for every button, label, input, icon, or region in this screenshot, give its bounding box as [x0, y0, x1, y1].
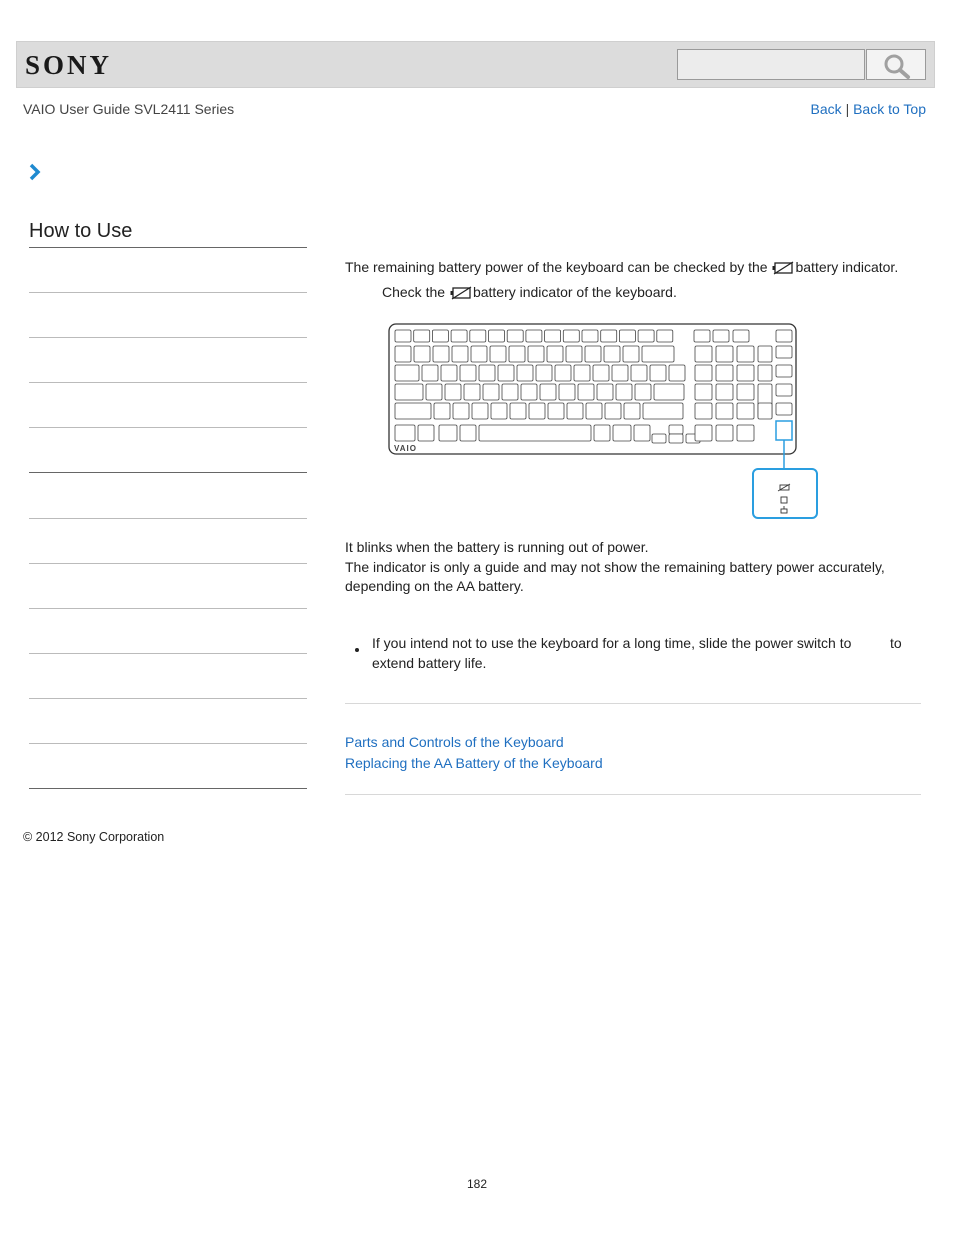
sidebar-divider	[29, 337, 307, 338]
keyboard-key	[758, 365, 772, 381]
keyboard-key	[601, 330, 617, 342]
keyboard-key	[521, 384, 537, 400]
sidebar-divider	[29, 292, 307, 293]
keyboard-key	[612, 365, 628, 381]
keyboard-key	[669, 434, 683, 443]
keyboard-key	[695, 346, 712, 362]
keyboard-key	[395, 365, 419, 381]
keyboard-key	[452, 346, 468, 362]
keyboard-key	[536, 365, 552, 381]
keyboard-key	[635, 384, 651, 400]
keyboard-key	[716, 365, 733, 381]
keyboard-key	[582, 330, 598, 342]
keyboard-key	[650, 365, 666, 381]
keyboard-key	[395, 384, 423, 400]
keyboard-key	[548, 403, 564, 419]
keyboard-key	[652, 434, 666, 443]
keyboard-key	[638, 330, 654, 342]
guide-title: VAIO User Guide SVL2411 Series	[23, 101, 235, 117]
keyboard-key	[526, 330, 542, 342]
keyboard-key	[563, 330, 579, 342]
keyboard-key	[733, 330, 749, 342]
keyboard-key	[578, 384, 594, 400]
sony-logo[interactable]: SONY	[25, 50, 113, 80]
sidebar-divider	[29, 563, 307, 564]
note-line: depending on the AA battery.	[345, 578, 524, 594]
tip-line: If you intend not to use the keyboard for a long time, slide the power switch to to	[372, 635, 902, 651]
keyboard-key	[395, 330, 411, 342]
keyboard-key	[489, 330, 505, 342]
keyboard-key	[439, 425, 457, 441]
bullet-dot	[355, 648, 359, 652]
magnifier-icon	[882, 53, 912, 79]
keyboard-key	[695, 403, 712, 419]
keyboard-key	[737, 425, 754, 441]
keyboard-key	[657, 330, 673, 342]
chevron-right-icon[interactable]	[28, 163, 42, 181]
sidebar-divider	[29, 743, 307, 744]
keyboard-key	[395, 346, 411, 362]
search-button[interactable]	[866, 49, 926, 80]
keyboard-key	[695, 365, 712, 381]
note-line: The indicator is only a guide and may not show the remaining battery power accurately,	[345, 559, 885, 575]
keyboard-key	[776, 365, 792, 377]
keyboard-key	[547, 346, 563, 362]
keyboard-key	[758, 346, 772, 362]
keyboard-key	[414, 330, 430, 342]
keyboard-key	[483, 384, 499, 400]
keyboard-key	[566, 346, 582, 362]
keyboard-key	[433, 346, 449, 362]
keyboard-key	[460, 425, 476, 441]
keyboard-key	[593, 365, 609, 381]
keyboard-key	[695, 425, 712, 441]
page-number: 182	[466, 1177, 488, 1191]
keyboard-key	[471, 346, 487, 362]
keyboard-key	[470, 330, 486, 342]
keyboard-key	[776, 346, 792, 358]
keyboard-key	[716, 425, 733, 441]
keyboard-key	[517, 365, 533, 381]
keyboard-key	[422, 365, 438, 381]
keyboard-key	[434, 403, 450, 419]
keyboard-key	[545, 330, 561, 342]
tip-line: extend battery life.	[372, 655, 487, 671]
keyboard-key	[502, 384, 518, 400]
battery-indicator-icon	[772, 261, 794, 275]
keyboard-key	[776, 403, 792, 415]
keyboard-key	[574, 365, 590, 381]
note-line: It blinks when the battery is running out of power.	[345, 539, 649, 555]
keyboard-key	[716, 384, 733, 400]
search-input[interactable]	[677, 49, 865, 80]
nav-links	[811, 101, 926, 117]
sidebar-divider	[29, 247, 307, 248]
svg-text:VAIO: VAIO	[394, 444, 417, 453]
keyboard-key	[669, 425, 683, 434]
related-link-replacing-battery[interactable]: Replacing the AA Battery of the Keyboard	[345, 755, 603, 771]
keyboard-key	[737, 346, 754, 362]
keyboard-key	[418, 425, 434, 441]
sidebar-divider	[29, 518, 307, 519]
keyboard-key	[737, 365, 754, 381]
battery-indicator-icon	[450, 286, 472, 300]
copyright: © 2012 Sony Corporation	[23, 830, 165, 844]
sub-navigation	[23, 101, 926, 121]
sidebar-divider	[29, 608, 307, 609]
keyboard-key	[716, 346, 733, 362]
keyboard-key	[498, 365, 514, 381]
sidebar-divider	[29, 788, 307, 789]
keyboard-key	[426, 384, 442, 400]
keyboard-key	[441, 365, 457, 381]
vaio-logo	[394, 444, 417, 453]
sidebar-divider	[29, 382, 307, 383]
keyboard-key	[619, 330, 635, 342]
keyboard-key	[585, 346, 601, 362]
keyboard-key	[509, 346, 525, 362]
keyboard-key	[613, 425, 631, 441]
keyboard-key	[631, 365, 647, 381]
keyboard-key	[597, 384, 613, 400]
keyboard-key	[453, 403, 469, 419]
keyboard-key	[472, 403, 488, 419]
keyboard-key	[643, 403, 683, 419]
keyboard-key	[414, 346, 430, 362]
keyboard-key	[737, 384, 754, 400]
keyboard-key	[510, 403, 526, 419]
keyboard-key	[604, 346, 620, 362]
keyboard-key	[479, 365, 495, 381]
keyboard-key	[776, 330, 792, 342]
keyboard-key	[432, 330, 448, 342]
keyboard-key	[555, 365, 571, 381]
keyboard-key	[586, 403, 602, 419]
header-bar	[16, 41, 935, 88]
keyboard-key	[559, 384, 575, 400]
section-divider	[345, 794, 921, 795]
keyboard-key	[528, 346, 544, 362]
section-divider	[345, 703, 921, 704]
keyboard-key	[642, 346, 674, 362]
keyboard-key	[529, 403, 545, 419]
keyboard-key	[479, 425, 591, 441]
keyboard-key	[694, 330, 710, 342]
sidebar-divider	[29, 427, 307, 428]
keyboard-key	[567, 403, 583, 419]
keyboard-key	[451, 330, 467, 342]
keyboard-key	[540, 384, 556, 400]
keyboard-key	[669, 365, 685, 381]
keyboard-key	[395, 403, 431, 419]
keyboard-key	[713, 330, 729, 342]
keyboard-key	[616, 384, 632, 400]
sidebar-divider	[29, 472, 307, 473]
keyboard-key	[623, 346, 639, 362]
keyboard-key	[716, 403, 733, 419]
keyboard-key	[490, 346, 506, 362]
keyboard-key	[491, 403, 507, 419]
nav-separator: |	[845, 101, 850, 117]
keyboard-key	[624, 403, 640, 419]
keyboard-key	[605, 403, 621, 419]
related-link-parts-and-controls[interactable]: Parts and Controls of the Keyboard	[345, 734, 564, 750]
keyboard-key	[395, 425, 415, 441]
keyboard-key	[634, 425, 650, 441]
keyboard-key	[594, 425, 610, 441]
keyboard-key	[695, 384, 712, 400]
keyboard-key	[654, 384, 684, 400]
keyboard-key	[758, 403, 772, 419]
keyboard-illustration	[388, 323, 820, 523]
keyboard-key	[445, 384, 461, 400]
sidebar-divider	[29, 653, 307, 654]
sidebar-heading: How to Use	[29, 220, 133, 242]
back-link[interactable]: Back	[810, 101, 842, 117]
keyboard-key	[464, 384, 480, 400]
keyboard-key	[737, 403, 754, 419]
keyboard-key	[776, 384, 792, 396]
sidebar-divider	[29, 698, 307, 699]
keyboard-key	[460, 365, 476, 381]
intro-paragraph: The remaining battery power of the keyboard can be checked by the battery indicator.	[345, 259, 899, 275]
step-instruction: Check the battery indicator of the keyboard.	[382, 284, 677, 300]
keyboard-key	[507, 330, 523, 342]
back-to-top-link[interactable]: Back to Top	[853, 101, 926, 117]
